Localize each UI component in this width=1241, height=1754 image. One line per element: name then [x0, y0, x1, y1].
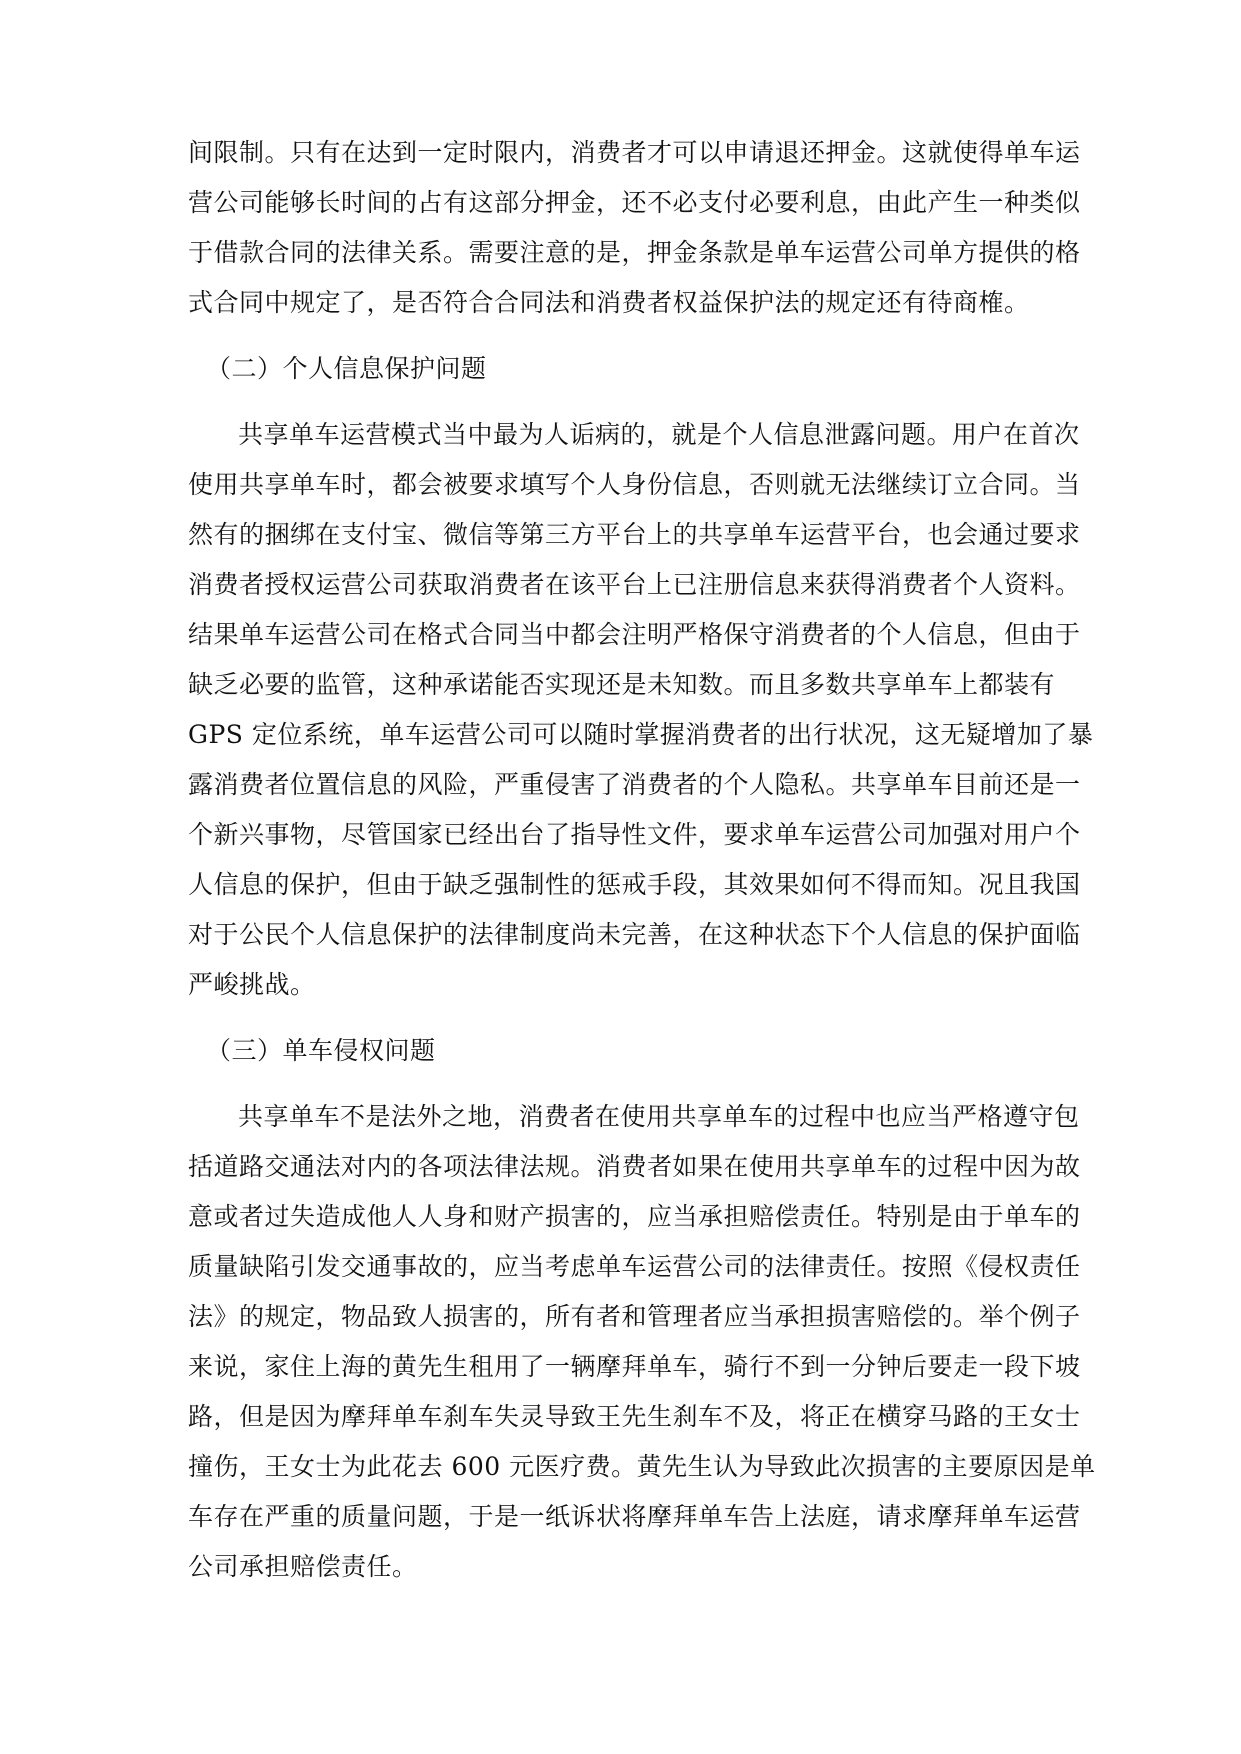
text-line: 式合同中规定了，是否符合合同法和消费者权益保护法的规定还有待商榷。 [188, 288, 1030, 317]
paragraph-bike-tort [188, 1092, 1096, 1592]
text-line: 间限制。只有在达到一定时限内，消费者才可以申请退还押金。这就使得单车运 [188, 138, 1081, 167]
text-line: 营公司能够长时间的占有这部分押金，还不必支付必要利息，由此产生一种类似 [188, 188, 1081, 217]
text-line: 对于公民个人信息保护的法律制度尚未完善，在这种状态下个人信息的保护面临 [188, 920, 1081, 949]
text-line: 于借款合同的法律关系。需要注意的是，押金条款是单车运营公司单方提供的格 [188, 238, 1081, 267]
text-line: 个新兴事物，尽管国家已经出台了指导性文件，要求单车运营公司加强对用户个 [188, 820, 1081, 849]
section-heading-personal-info: （二）个人信息保护问题 [206, 354, 487, 383]
text-line: 严峻挑战。 [188, 970, 316, 999]
text-line: 括道路交通法对内的各项法律法规。消费者如果在使用共享单车的过程中因为故 [188, 1152, 1081, 1181]
text-line: 使用共享单车时，都会被要求填写个人身份信息，否则就无法继续订立合同。当 [188, 470, 1081, 499]
text-line: 露消费者位置信息的风险，严重侵害了消费者的个人隐私。共享单车目前还是一 [188, 770, 1081, 799]
text-line: 公司承担赔偿责任。 [188, 1552, 418, 1581]
section-heading-bike-tort: （三）单车侵权问题 [206, 1036, 436, 1065]
paragraph-deposit-continued [188, 128, 1081, 328]
text-line: 人信息的保护，但由于缺乏强制性的惩戒手段，其效果如何不得而知。况且我国 [188, 870, 1081, 899]
text-line: 共享单车不是法外之地，消费者在使用共享单车的过程中也应当严格遵守包 [238, 1102, 1080, 1131]
text-line: 车存在严重的质量问题，于是一纸诉状将摩拜单车告上法庭，请求摩拜单车运营 [188, 1502, 1081, 1531]
text-line: 结果单车运营公司在格式合同当中都会注明严格保守消费者的个人信息，但由于 [188, 620, 1081, 649]
text-line: 缺乏必要的监管，这种承诺能否实现还是未知数。而且多数共享单车上都装有 [188, 670, 1056, 699]
text-line: GPS 定位系统，单车运营公司可以随时掌握消费者的出行状况，这无疑增加了暴 [188, 720, 1094, 749]
document-page [188, 128, 1096, 1592]
text-line: 质量缺陷引发交通事故的，应当考虑单车运营公司的法律责任。按照《侵权责任 [188, 1252, 1081, 1281]
text-line: 路，但是因为摩拜单车刹车失灵导致王先生刹车不及，将正在横穿马路的王女士 [188, 1402, 1081, 1431]
paragraph-personal-info [188, 410, 1094, 1010]
text-line: 意或者过失造成他人人身和财产损害的，应当承担赔偿责任。特别是由于单车的 [188, 1202, 1081, 1231]
text-line: 来说，家住上海的黄先生租用了一辆摩拜单车，骑行不到一分钟后要走一段下坡 [188, 1352, 1081, 1381]
text-line: 共享单车运营模式当中最为人诟病的，就是个人信息泄露问题。用户在首次 [238, 420, 1080, 449]
text-line: 法》的规定，物品致人损害的，所有者和管理者应当承担损害赔偿的。举个例子 [188, 1302, 1081, 1331]
text-line: 撞伤，王女士为此花去 600 元医疗费。黄先生认为导致此次损害的主要原因是单 [188, 1452, 1096, 1481]
text-line: 然有的捆绑在支付宝、微信等第三方平台上的共享单车运营平台，也会通过要求 [188, 520, 1081, 549]
text-line: 消费者授权运营公司获取消费者在该平台上已注册信息来获得消费者个人资料。 [188, 570, 1081, 599]
